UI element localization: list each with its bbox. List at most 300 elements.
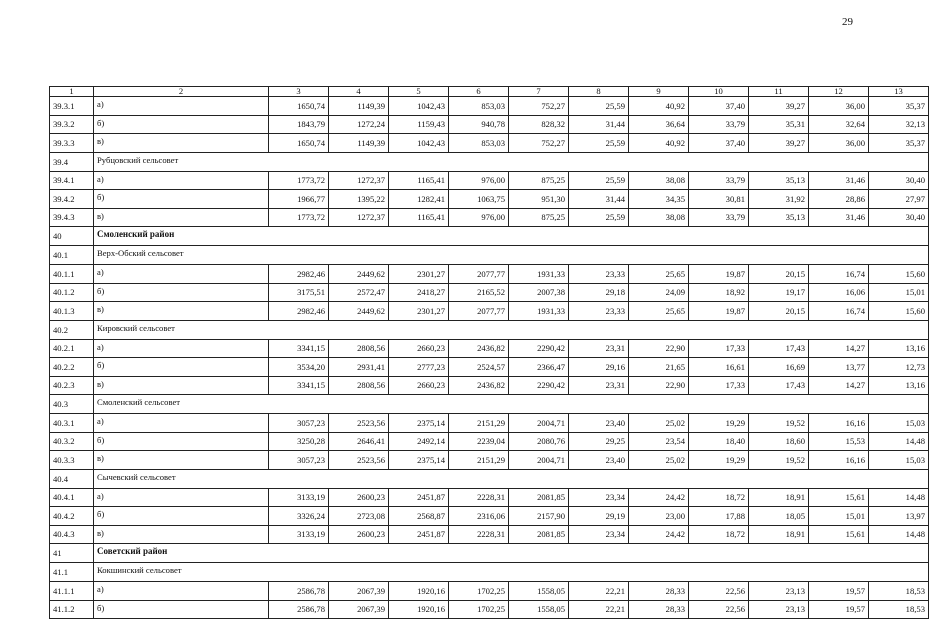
row-code: 41 xyxy=(50,544,94,563)
value-cell: 23,13 xyxy=(749,600,809,619)
value-cell: 36,00 xyxy=(809,97,869,116)
value-cell: 2808,56 xyxy=(329,339,389,358)
value-cell: 3341,15 xyxy=(269,339,329,358)
value-cell: 875,25 xyxy=(509,171,569,190)
row-code: 40.1.2 xyxy=(50,283,94,302)
row-variant: б) xyxy=(94,283,269,302)
value-cell: 14,27 xyxy=(809,376,869,395)
value-cell: 1165,41 xyxy=(389,171,449,190)
row-variant: а) xyxy=(94,265,269,284)
column-header: 12 xyxy=(809,87,869,97)
value-cell: 2004,71 xyxy=(509,414,569,433)
value-cell: 2007,38 xyxy=(509,283,569,302)
row-variant: а) xyxy=(94,582,269,601)
value-cell: 2436,82 xyxy=(449,376,509,395)
value-cell: 18,53 xyxy=(869,582,929,601)
row-variant: б) xyxy=(94,432,269,451)
row-variant: б) xyxy=(94,600,269,619)
value-cell: 2808,56 xyxy=(329,376,389,395)
value-cell: 1966,77 xyxy=(269,190,329,209)
value-cell: 29,18 xyxy=(569,283,629,302)
column-header: 10 xyxy=(689,87,749,97)
value-cell: 12,73 xyxy=(869,358,929,377)
section-title: Сычевский сельсовет xyxy=(94,469,929,488)
value-cell: 2572,47 xyxy=(329,283,389,302)
value-cell: 1149,39 xyxy=(329,134,389,153)
value-cell: 15,60 xyxy=(869,302,929,321)
table-row xyxy=(50,358,929,377)
value-cell: 16,74 xyxy=(809,265,869,284)
row-code: 40.4.3 xyxy=(50,525,94,544)
value-cell: 1843,79 xyxy=(269,115,329,134)
value-cell: 40,92 xyxy=(629,97,689,116)
section-row xyxy=(50,320,929,339)
table-row xyxy=(50,208,929,227)
value-cell: 18,53 xyxy=(869,600,929,619)
value-cell: 23,34 xyxy=(569,525,629,544)
value-cell: 853,03 xyxy=(449,134,509,153)
section-title: Советский район xyxy=(94,544,929,563)
value-cell: 2151,29 xyxy=(449,414,509,433)
table-row xyxy=(50,600,929,619)
tariff-table xyxy=(49,86,929,619)
row-variant: а) xyxy=(94,339,269,358)
table-row xyxy=(50,432,929,451)
value-cell: 2067,39 xyxy=(329,582,389,601)
value-cell: 17,43 xyxy=(749,339,809,358)
value-cell: 3534,20 xyxy=(269,358,329,377)
row-variant: а) xyxy=(94,171,269,190)
value-cell: 22,21 xyxy=(569,582,629,601)
table-row xyxy=(50,451,929,470)
value-cell: 875,25 xyxy=(509,208,569,227)
value-cell: 31,44 xyxy=(569,190,629,209)
value-cell: 30,40 xyxy=(869,171,929,190)
value-cell: 33,79 xyxy=(689,208,749,227)
value-cell: 2228,31 xyxy=(449,525,509,544)
value-cell: 39,27 xyxy=(749,134,809,153)
value-cell: 37,40 xyxy=(689,134,749,153)
value-cell: 32,13 xyxy=(869,115,929,134)
value-cell: 14,48 xyxy=(869,432,929,451)
value-cell: 2290,42 xyxy=(509,376,569,395)
value-cell: 31,44 xyxy=(569,115,629,134)
section-row xyxy=(50,469,929,488)
value-cell: 25,59 xyxy=(569,134,629,153)
value-cell: 29,19 xyxy=(569,507,629,526)
value-cell: 3133,19 xyxy=(269,488,329,507)
value-cell: 38,08 xyxy=(629,171,689,190)
value-cell: 15,03 xyxy=(869,414,929,433)
section-row xyxy=(50,563,929,582)
value-cell: 1920,16 xyxy=(389,600,449,619)
value-cell: 2375,14 xyxy=(389,451,449,470)
value-cell: 2586,78 xyxy=(269,600,329,619)
value-cell: 2080,76 xyxy=(509,432,569,451)
value-cell: 2449,62 xyxy=(329,265,389,284)
value-cell: 39,27 xyxy=(749,97,809,116)
value-cell: 22,90 xyxy=(629,376,689,395)
row-variant: б) xyxy=(94,190,269,209)
value-cell: 28,33 xyxy=(629,582,689,601)
value-cell: 19,17 xyxy=(749,283,809,302)
row-code: 40.1.3 xyxy=(50,302,94,321)
value-cell: 1931,33 xyxy=(509,302,569,321)
section-title: Рубцовский сельсовет xyxy=(94,152,929,171)
value-cell: 3341,15 xyxy=(269,376,329,395)
value-cell: 15,03 xyxy=(869,451,929,470)
value-cell: 976,00 xyxy=(449,171,509,190)
value-cell: 16,69 xyxy=(749,358,809,377)
value-cell: 1395,22 xyxy=(329,190,389,209)
row-code: 39.3.2 xyxy=(50,115,94,134)
value-cell: 2067,39 xyxy=(329,600,389,619)
value-cell: 1773,72 xyxy=(269,208,329,227)
section-row xyxy=(50,544,929,563)
value-cell: 36,00 xyxy=(809,134,869,153)
value-cell: 2151,29 xyxy=(449,451,509,470)
table-row xyxy=(50,414,929,433)
value-cell: 3175,51 xyxy=(269,283,329,302)
value-cell: 1042,43 xyxy=(389,134,449,153)
value-cell: 951,30 xyxy=(509,190,569,209)
value-cell: 23,31 xyxy=(569,376,629,395)
value-cell: 23,13 xyxy=(749,582,809,601)
value-cell: 23,40 xyxy=(569,451,629,470)
value-cell: 15,53 xyxy=(809,432,869,451)
table-row xyxy=(50,171,929,190)
value-cell: 18,92 xyxy=(689,283,749,302)
value-cell: 13,77 xyxy=(809,358,869,377)
value-cell: 1702,25 xyxy=(449,600,509,619)
row-code: 41.1.2 xyxy=(50,600,94,619)
value-cell: 2600,23 xyxy=(329,488,389,507)
row-code: 40.4.2 xyxy=(50,507,94,526)
column-header: 9 xyxy=(629,87,689,97)
column-header: 3 xyxy=(269,87,329,97)
value-cell: 23,00 xyxy=(629,507,689,526)
row-code: 40.1.1 xyxy=(50,265,94,284)
row-code: 41.1 xyxy=(50,563,94,582)
row-variant: в) xyxy=(94,525,269,544)
column-header: 4 xyxy=(329,87,389,97)
row-code: 39.4.3 xyxy=(50,208,94,227)
table-header-row xyxy=(50,87,929,97)
value-cell: 1159,43 xyxy=(389,115,449,134)
row-code: 40.1 xyxy=(50,246,94,265)
value-cell: 22,56 xyxy=(689,582,749,601)
value-cell: 35,31 xyxy=(749,115,809,134)
value-cell: 22,21 xyxy=(569,600,629,619)
value-cell: 25,65 xyxy=(629,302,689,321)
value-cell: 2451,87 xyxy=(389,525,449,544)
value-cell: 1773,72 xyxy=(269,171,329,190)
row-code: 40.3.2 xyxy=(50,432,94,451)
row-variant: в) xyxy=(94,451,269,470)
value-cell: 19,52 xyxy=(749,451,809,470)
row-code: 40.2.1 xyxy=(50,339,94,358)
column-header: 5 xyxy=(389,87,449,97)
value-cell: 828,32 xyxy=(509,115,569,134)
value-cell: 23,33 xyxy=(569,302,629,321)
value-cell: 15,61 xyxy=(809,525,869,544)
value-cell: 2723,08 xyxy=(329,507,389,526)
value-cell: 19,52 xyxy=(749,414,809,433)
value-cell: 23,33 xyxy=(569,265,629,284)
value-cell: 2451,87 xyxy=(389,488,449,507)
value-cell: 24,09 xyxy=(629,283,689,302)
value-cell: 2492,14 xyxy=(389,432,449,451)
value-cell: 30,40 xyxy=(869,208,929,227)
value-cell: 1149,39 xyxy=(329,97,389,116)
value-cell: 3250,28 xyxy=(269,432,329,451)
table-row xyxy=(50,283,929,302)
value-cell: 33,79 xyxy=(689,171,749,190)
section-title: Кокшинский сельсовет xyxy=(94,563,929,582)
value-cell: 2646,41 xyxy=(329,432,389,451)
value-cell: 25,59 xyxy=(569,208,629,227)
section-title: Смоленский сельсовет xyxy=(94,395,929,414)
row-code: 40 xyxy=(50,227,94,246)
row-code: 40.3.3 xyxy=(50,451,94,470)
value-cell: 2982,46 xyxy=(269,302,329,321)
value-cell: 2660,23 xyxy=(389,376,449,395)
value-cell: 18,72 xyxy=(689,488,749,507)
value-cell: 35,37 xyxy=(869,97,929,116)
value-cell: 21,65 xyxy=(629,358,689,377)
value-cell: 16,61 xyxy=(689,358,749,377)
column-header: 2 xyxy=(94,87,269,97)
value-cell: 17,33 xyxy=(689,339,749,358)
row-variant: а) xyxy=(94,488,269,507)
column-header: 8 xyxy=(569,87,629,97)
section-row xyxy=(50,395,929,414)
value-cell: 23,40 xyxy=(569,414,629,433)
table-row xyxy=(50,134,929,153)
value-cell: 3057,23 xyxy=(269,414,329,433)
value-cell: 15,60 xyxy=(869,265,929,284)
value-cell: 23,31 xyxy=(569,339,629,358)
value-cell: 16,06 xyxy=(809,283,869,302)
row-code: 39.4.1 xyxy=(50,171,94,190)
value-cell: 752,27 xyxy=(509,134,569,153)
value-cell: 2523,56 xyxy=(329,414,389,433)
value-cell: 35,37 xyxy=(869,134,929,153)
value-cell: 2660,23 xyxy=(389,339,449,358)
value-cell: 19,87 xyxy=(689,265,749,284)
value-cell: 23,34 xyxy=(569,488,629,507)
value-cell: 18,91 xyxy=(749,525,809,544)
row-code: 40.2.2 xyxy=(50,358,94,377)
value-cell: 16,74 xyxy=(809,302,869,321)
value-cell: 1272,37 xyxy=(329,208,389,227)
value-cell: 20,15 xyxy=(749,302,809,321)
value-cell: 35,13 xyxy=(749,208,809,227)
value-cell: 2931,41 xyxy=(329,358,389,377)
value-cell: 2157,90 xyxy=(509,507,569,526)
value-cell: 17,88 xyxy=(689,507,749,526)
value-cell: 2316,06 xyxy=(449,507,509,526)
row-code: 39.3.1 xyxy=(50,97,94,116)
value-cell: 24,42 xyxy=(629,488,689,507)
column-header: 11 xyxy=(749,87,809,97)
value-cell: 18,40 xyxy=(689,432,749,451)
value-cell: 1272,24 xyxy=(329,115,389,134)
value-cell: 2366,47 xyxy=(509,358,569,377)
value-cell: 32,64 xyxy=(809,115,869,134)
value-cell: 15,01 xyxy=(809,507,869,526)
value-cell: 2568,87 xyxy=(389,507,449,526)
value-cell: 2418,27 xyxy=(389,283,449,302)
row-variant: в) xyxy=(94,134,269,153)
value-cell: 18,72 xyxy=(689,525,749,544)
value-cell: 2436,82 xyxy=(449,339,509,358)
value-cell: 2600,23 xyxy=(329,525,389,544)
value-cell: 20,15 xyxy=(749,265,809,284)
value-cell: 1042,43 xyxy=(389,97,449,116)
value-cell: 35,13 xyxy=(749,171,809,190)
table-row xyxy=(50,507,929,526)
value-cell: 14,48 xyxy=(869,488,929,507)
row-code: 40.4 xyxy=(50,469,94,488)
value-cell: 31,46 xyxy=(809,208,869,227)
column-header: 6 xyxy=(449,87,509,97)
value-cell: 1272,37 xyxy=(329,171,389,190)
table-row xyxy=(50,302,929,321)
table-body xyxy=(50,87,929,619)
row-variant: в) xyxy=(94,302,269,321)
section-row xyxy=(50,246,929,265)
table-row xyxy=(50,488,929,507)
value-cell: 2301,27 xyxy=(389,302,449,321)
value-cell: 40,92 xyxy=(629,134,689,153)
value-cell: 14,48 xyxy=(869,525,929,544)
value-cell: 2586,78 xyxy=(269,582,329,601)
value-cell: 28,33 xyxy=(629,600,689,619)
row-code: 40.3 xyxy=(50,395,94,414)
table-row xyxy=(50,525,929,544)
row-variant: а) xyxy=(94,97,269,116)
table-row xyxy=(50,190,929,209)
row-variant: в) xyxy=(94,208,269,227)
value-cell: 2081,85 xyxy=(509,488,569,507)
value-cell: 38,08 xyxy=(629,208,689,227)
value-cell: 3133,19 xyxy=(269,525,329,544)
value-cell: 1558,05 xyxy=(509,600,569,619)
column-header: 1 xyxy=(50,87,94,97)
value-cell: 1650,74 xyxy=(269,134,329,153)
value-cell: 1931,33 xyxy=(509,265,569,284)
table-row xyxy=(50,339,929,358)
row-variant: в) xyxy=(94,376,269,395)
value-cell: 37,40 xyxy=(689,97,749,116)
value-cell: 2524,57 xyxy=(449,358,509,377)
page-number: 29 xyxy=(842,16,853,28)
value-cell: 2982,46 xyxy=(269,265,329,284)
row-code: 40.4.1 xyxy=(50,488,94,507)
value-cell: 2449,62 xyxy=(329,302,389,321)
value-cell: 28,86 xyxy=(809,190,869,209)
value-cell: 19,57 xyxy=(809,600,869,619)
value-cell: 2165,52 xyxy=(449,283,509,302)
value-cell: 23,54 xyxy=(629,432,689,451)
row-code: 40.2.3 xyxy=(50,376,94,395)
value-cell: 2777,23 xyxy=(389,358,449,377)
section-row xyxy=(50,152,929,171)
value-cell: 853,03 xyxy=(449,97,509,116)
value-cell: 29,16 xyxy=(569,358,629,377)
section-row xyxy=(50,227,929,246)
value-cell: 1282,41 xyxy=(389,190,449,209)
value-cell: 752,27 xyxy=(509,97,569,116)
value-cell: 2375,14 xyxy=(389,414,449,433)
value-cell: 33,79 xyxy=(689,115,749,134)
row-code: 41.1.1 xyxy=(50,582,94,601)
row-variant: а) xyxy=(94,414,269,433)
value-cell: 1650,74 xyxy=(269,97,329,116)
value-cell: 25,65 xyxy=(629,265,689,284)
value-cell: 16,16 xyxy=(809,414,869,433)
row-code: 39.3.3 xyxy=(50,134,94,153)
section-title: Смоленский район xyxy=(94,227,929,246)
value-cell: 2239,04 xyxy=(449,432,509,451)
section-title: Верх-Обский сельсовет xyxy=(94,246,929,265)
value-cell: 34,35 xyxy=(629,190,689,209)
value-cell: 22,56 xyxy=(689,600,749,619)
value-cell: 2077,77 xyxy=(449,265,509,284)
value-cell: 18,91 xyxy=(749,488,809,507)
value-cell: 17,43 xyxy=(749,376,809,395)
value-cell: 17,33 xyxy=(689,376,749,395)
value-cell: 19,57 xyxy=(809,582,869,601)
value-cell: 36,64 xyxy=(629,115,689,134)
value-cell: 14,27 xyxy=(809,339,869,358)
value-cell: 2228,31 xyxy=(449,488,509,507)
value-cell: 19,29 xyxy=(689,414,749,433)
row-variant: б) xyxy=(94,507,269,526)
value-cell: 2290,42 xyxy=(509,339,569,358)
value-cell: 1702,25 xyxy=(449,582,509,601)
value-cell: 27,97 xyxy=(869,190,929,209)
table-row xyxy=(50,115,929,134)
value-cell: 13,97 xyxy=(869,507,929,526)
row-code: 40.2 xyxy=(50,320,94,339)
column-header: 13 xyxy=(869,87,929,97)
value-cell: 15,61 xyxy=(809,488,869,507)
row-code: 40.3.1 xyxy=(50,414,94,433)
table-row xyxy=(50,582,929,601)
row-code: 39.4 xyxy=(50,152,94,171)
value-cell: 18,60 xyxy=(749,432,809,451)
value-cell: 31,46 xyxy=(809,171,869,190)
table-row xyxy=(50,265,929,284)
row-variant: б) xyxy=(94,115,269,134)
value-cell: 2077,77 xyxy=(449,302,509,321)
value-cell: 1063,75 xyxy=(449,190,509,209)
value-cell: 15,01 xyxy=(869,283,929,302)
value-cell: 1558,05 xyxy=(509,582,569,601)
value-cell: 25,02 xyxy=(629,414,689,433)
column-header: 7 xyxy=(509,87,569,97)
value-cell: 16,16 xyxy=(809,451,869,470)
value-cell: 2301,27 xyxy=(389,265,449,284)
value-cell: 30,81 xyxy=(689,190,749,209)
section-title: Кировский сельсовет xyxy=(94,320,929,339)
value-cell: 22,90 xyxy=(629,339,689,358)
value-cell: 3057,23 xyxy=(269,451,329,470)
value-cell: 25,59 xyxy=(569,171,629,190)
row-variant: б) xyxy=(94,358,269,377)
